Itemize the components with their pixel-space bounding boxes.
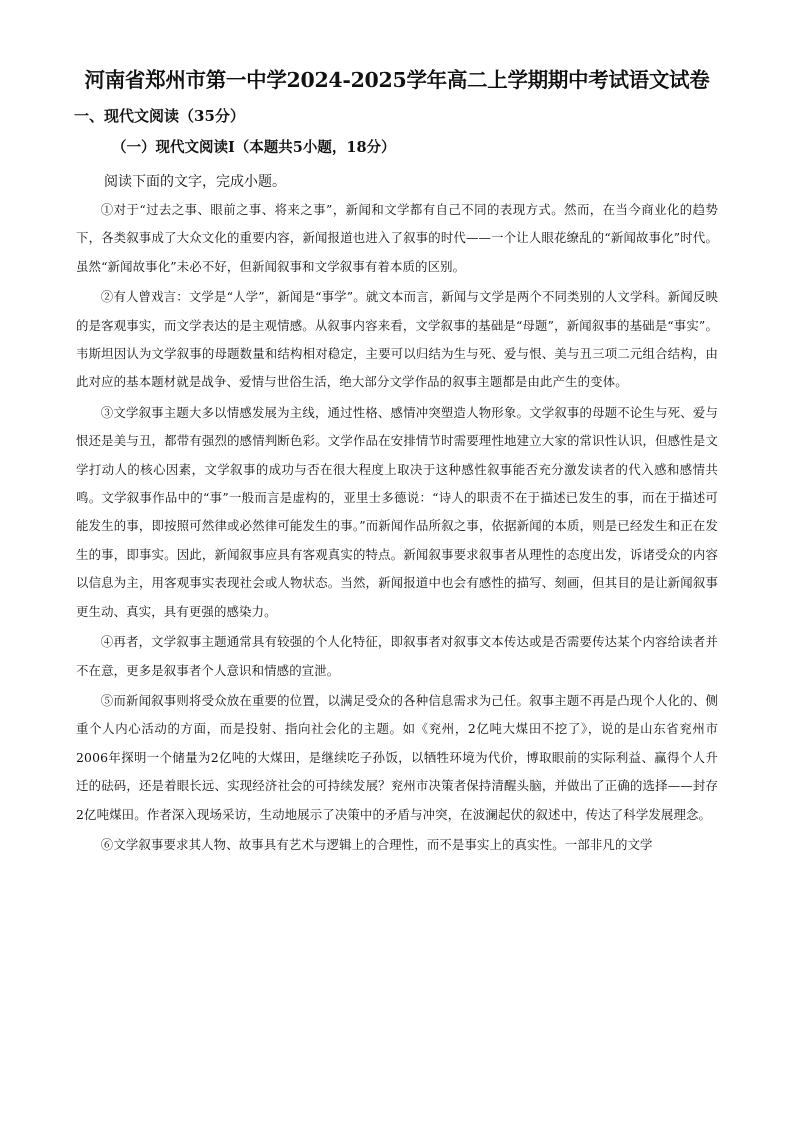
- section-heading: 一、现代文阅读（35分）: [74, 107, 245, 125]
- paragraph-5: ⑤而新闻叙事则将受众放在重要的位置，以满足受众的各种信息需求为己任。叙事主题不再是凸现个人化的、侧重个人内心活动的方面，而是投射、指向社会化的主题。如《兖州，2亿吨大煤田不挖了》，说的是山东省兖州市2006年探明一个储量为2亿吨的大煤田，是继续吃子孙饭，以牺牲环境为代价，博取眼前的实际利益、赢得个人升迁的砝码，还是着眼长远、实现经济社会的可持续发展？兖州市决策者保持清醒头脑，并做出了正确的选择——封存2亿吨煤田。作者深入现场采访，生动地展示了决策中的矛盾与冲突，在波澜起伏的叙述中，传达了科学发展理念。: [76, 692, 718, 822]
- paragraph-6: ⑥文学叙事要求其人物、故事具有艺术与逻辑上的合理性，而不是事实上的真实性。一部非凡的文学: [100, 836, 653, 852]
- reading-instruction: 阅读下面的文字，完成小题。: [104, 174, 286, 190]
- sub-section-heading: （一）现代文阅读Ⅰ（本题共5小题，18分）: [112, 139, 396, 156]
- paragraph-4: ④再者，文学叙事主题通常具有较强的个人化特征，即叙事者对叙事文本传达或是否需要传达某个内容给读者并不在意，更多是叙事者个人意识和情感的宣泄。: [76, 634, 718, 678]
- paragraph-1: ①对于“过去之事、眼前之事、将来之事”，新闻和文学都有自己不同的表现方式。然而，在当今商业化的趋势下，各类叙事成了大众文化的重要内容，新闻报道也进入了叙事的时代——一个让人眼花缭乱的“新闻故事化”时代。虽然“新闻故事化”未必不好，但新闻叙事和文学叙事有着本质的区别。: [76, 202, 718, 274]
- paragraph-3: ③文学叙事主题大多以情感发展为主线，通过性格、感情冲突塑造人物形象。文学叙事的母题不论生与死、爱与恨还是美与丑，都带有强烈的感情判断色彩。文学作品在安排情节时需要理性地建立大家的常识性认识，但感性是文学打动人的核心因素，文学叙事的成功与否在很大程度上取决于这种感性叙事能否充分激发读者的代入感和感情共鸣。文学叙事作品中的“事”一般而言是虚构的，亚里士多德说：“诗人的职责不在于描述已发生的事，而在于描述可能发生的事，即按照可然律或必然律可能发生的事。”而新闻作品所叙之事，依据新闻的本质，则是已经发生和正在发生的事，即事实。因此，新闻叙事应具有客观真实的特点。新闻叙事要求叙事者从理性的态度出发，诉诸受众的内容以信息为主，用客观事实表现社会或人物状态。当然，新闻报道中也会有感性的描写、刻画，但其目的是让新闻叙事更生动、真实，具有更强的感染力。: [76, 404, 718, 619]
- document-title: 河南省郑州市第一中学2024-2025学年高二上学期期中考试语文试卷: [84, 68, 710, 92]
- paragraph-2: ②有人曾戏言：文学是“人学”，新闻是“事学”。就文本而言，新闻与文学是两个不同类别的人文学科。新闻反映的是客观事实，而文学表达的是主观情感。从叙事内容来看，文学叙事的基础是“母题”，新闻叙事的基础是“事实”。韦斯坦因认为文学叙事的母题数量和结构相对稳定，主要可以归结为生与死、爱与恨、美与丑三项二元组合结构，由此对应的基本题材就是战争、爱情与世俗生活，绝大部分文学作品的叙事主题都是由此产生的变体。: [76, 289, 718, 390]
